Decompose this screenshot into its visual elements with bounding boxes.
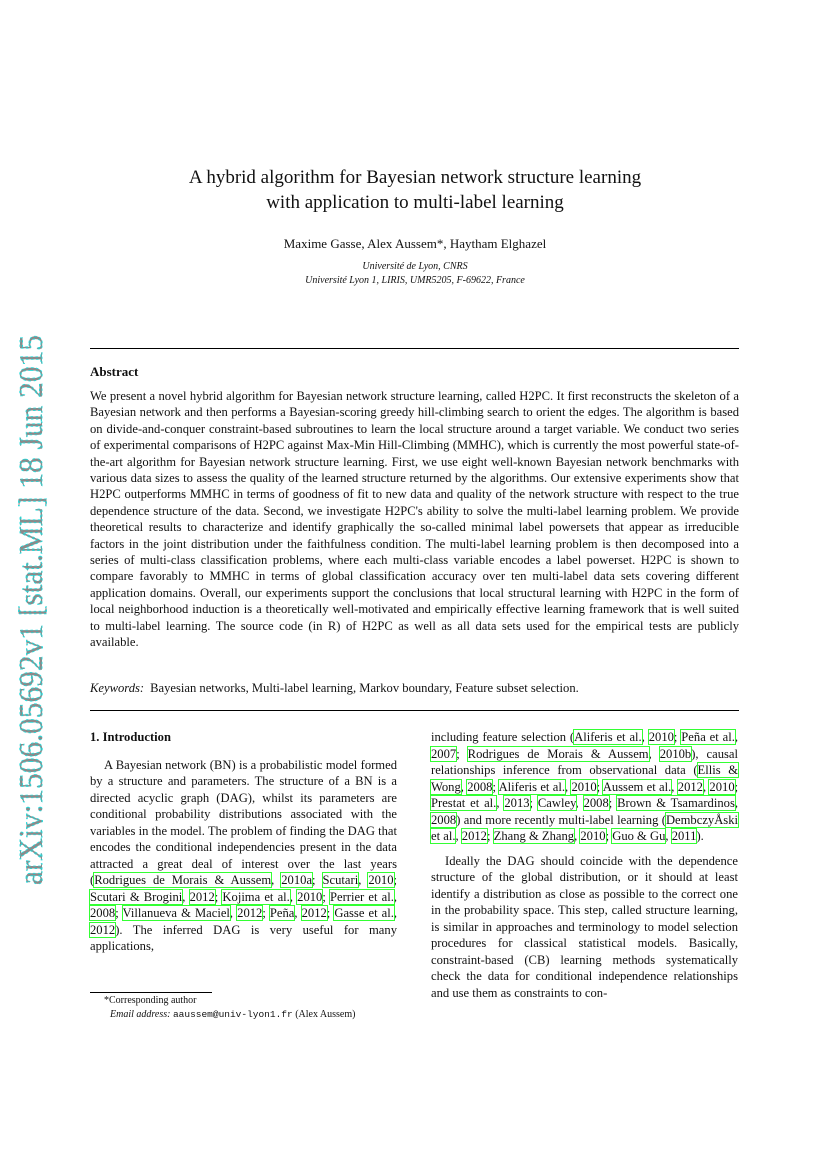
citation-link[interactable]: 2011: [671, 829, 697, 843]
citation-link[interactable]: 2010: [297, 889, 323, 904]
footnote: [90, 994, 400, 1022]
intro-paragraph-1: A Bayesian network (BN) is a probabilistic model formed by a structure and parameters. The structure of a BN is a directed acyclic graph (DAG), whilst its parameters are conditional probability distributions associated with the variables in the model. The problem of finding the DAG that encodes the conditional independencies present in the data attracted a great deal of interest over the last years (Rodrigues de Morais & Aussem, 2010a; Scutari, 2010; Scutari & Brogini, 2012; Kojima et al., 2010; Perrier et al., 2008; Villanueva & Maciel, 2012; Peña, 2012; Gasse et al., 2012). The inferred DAG is very useful for many applications,: [90, 757, 398, 953]
citation-link[interactable]: Rodrigues de Morais & Aussem: [94, 873, 272, 887]
citation-link[interactable]: 2008: [431, 812, 457, 827]
bottom-rule: [90, 710, 739, 711]
citation-link[interactable]: 2013: [504, 796, 530, 810]
citation-link[interactable]: 2010: [571, 779, 597, 794]
footnote-corresponding: *Corresponding author: [104, 995, 197, 1006]
citation-link[interactable]: 2012: [677, 779, 703, 794]
citation-link[interactable]: 2010: [580, 829, 606, 843]
citation-link[interactable]: Cawley: [537, 796, 576, 810]
left-column: [90, 729, 397, 955]
citation-link[interactable]: Ellis & Wong: [431, 763, 738, 794]
citation-link[interactable]: 2012: [189, 889, 215, 904]
keywords-label: Keywords:: [90, 681, 145, 695]
intro-paragraph-1-cont: including feature selection (Aliferis et al., 2010; Peña et al., 2007; Rodrigues de Morais & Aussem, 2010b), causal relationships inference from observational data (Ellis & Wong, 2008; Aliferis et al., 2010; Aussem et al., 2012, 2010; Prestat et al., 2013; Cawley, 2008; Brown & Tsamardinos, 2008) and more recently multi-label learning (DembczyÅski et al., 2012; Zhang & Zhang, 2010; Guo & Gu, 2011).: [431, 730, 739, 843]
citation-link[interactable]: 2012: [301, 906, 327, 920]
citation-link[interactable]: 2010a: [281, 873, 313, 887]
citation-link[interactable]: 2007: [431, 746, 457, 761]
affiliation-line-2: Université Lyon 1, LIRIS, UMR5205, F-69622, France: [305, 275, 525, 286]
email-name: (Alex Aussem): [295, 1009, 356, 1020]
title-line-2: with application to multi-label learning: [266, 192, 564, 213]
intro-paragraph-2: Ideally the DAG should coincide with the dependence structure of the global distribution, or it should at least identify a distribution as close as possible to the correct one in the probability space. This step, called structure learning, is similar in approaches and terminology to model selection procedures for classical statistical models. Basically, constraint-based (CB) learning methods systematically check the data for conditional independence relationships and use them as constraints to con-: [431, 853, 738, 1000]
top-rule: [90, 348, 739, 349]
citation-link[interactable]: Kojima et al.: [222, 889, 290, 904]
citation-link[interactable]: 2012: [237, 906, 263, 920]
citation-link[interactable]: Peña et al.: [681, 730, 735, 744]
citation-link[interactable]: Gasse et al.: [334, 906, 394, 920]
keywords-text: Bayesian networks, Multi-label learning, Markov boundary, Feature subset selection.: [150, 681, 579, 695]
citation-link[interactable]: Aliferis et al.: [498, 779, 565, 794]
abstract-heading: Abstract: [90, 364, 139, 379]
citation-link[interactable]: 2012: [90, 922, 116, 937]
citation-link[interactable]: 2010: [368, 873, 394, 887]
affiliation-line-1: Université de Lyon, CNRS: [362, 261, 468, 272]
authors: Maxime Gasse, Alex Aussem*, Haytham Elghazel: [283, 236, 547, 251]
citation-link[interactable]: Prestat et al.: [431, 796, 497, 810]
citation-link[interactable]: Perrier et al.: [329, 889, 394, 904]
section-heading: 1. Introduction: [90, 730, 171, 744]
citation-link[interactable]: 2010: [709, 779, 735, 794]
citation-link[interactable]: Aussem et al.: [602, 779, 672, 794]
arxiv-stamp: [2, 330, 50, 890]
citation-link[interactable]: Scutari: [322, 873, 359, 887]
footnote-rule: [90, 992, 212, 993]
right-column: [431, 729, 738, 1001]
citation-link[interactable]: 2012: [461, 829, 487, 843]
footnote-email: [90, 1008, 400, 1022]
citation-link[interactable]: DembczyÅski et al.: [431, 812, 738, 843]
email-label: Email address:: [110, 1009, 171, 1020]
citation-link[interactable]: Brown & Tsamardinos: [617, 796, 735, 810]
affiliation: [90, 260, 740, 288]
paper-title: [90, 165, 740, 215]
citation-link[interactable]: Villanueva & Maciel: [122, 906, 230, 920]
citation-link[interactable]: Rodrigues de Morais & Aussem: [467, 746, 649, 761]
citation-link[interactable]: 2010: [648, 730, 674, 744]
abstract-text: We present a novel hybrid algorithm for Bayesian network structure learning, called H2PC. It first reconstructs the skeleton of a Bayesian network and then performs a Bayesian-scoring greedy hill-climbing search to orient the edges. The algorithm is based on divide-and-conquer constraint-based subroutines to learn the local structure around a target variable. We conduct two series of experimental comparisons of H2PC against Max-Min Hill-Climbing (MMHC), which is currently the most powerful state-of-the-art algorithm for Bayesian network structure learning. First, we use eight well-known Bayesian network benchmarks with various data sizes to assess the quality of the learned structure returned by the algorithms. Our extensive experiments show that H2PC outperforms MMHC in terms of goodness of fit to new data and quality of the network structure with respect to the true dependence structure of the data. Second, we investigate H2PC's ability to solve the multi-label learning problem. We provide theoretical results to characterize and identify graphically the so-called minimal label powersets that appear as irreducible factors in the joint distribution under the faithfulness condition. The multi-label learning problem is then decomposed into a series of multi-class classification problems, where each multi-class variable encodes a label powerset. H2PC is shown to compare favorably to MMHC in terms of global classification accuracy over ten multi-label data sets covering different application domains. Overall, our experiments support the conclusions that local structural learning with H2PC in the form of local neighborhood induction is a theoretically well-motivated and empirically effective learning framework that is well suited to multi-label learning. The source code (in R) of H2PC as well as all data sets used for the empirical tests are publicly available.: [90, 389, 739, 650]
arxiv-stamp-text: arXiv:1506.05692v1 [stat.ML] 18 Jun 2015: [13, 330, 50, 885]
citation-link[interactable]: Scutari & Brogini: [90, 889, 183, 904]
citation-link[interactable]: 2008: [583, 796, 609, 810]
title-line-1: A hybrid algorithm for Bayesian network structure learning: [188, 167, 642, 188]
citation-link[interactable]: 2008: [467, 779, 493, 794]
keywords: [90, 681, 739, 696]
citation-link[interactable]: Peña: [269, 906, 295, 920]
citation-link[interactable]: 2010b: [659, 746, 692, 761]
email-address[interactable]: aaussem@univ-lyon1.fr: [172, 1009, 293, 1020]
citation-link[interactable]: Aliferis et al.: [574, 730, 642, 744]
citation-link[interactable]: Guo & Gu: [612, 829, 666, 843]
citation-link[interactable]: Zhang & Zhang: [493, 829, 575, 843]
arxiv-stamp-svg: [2, 330, 50, 890]
citation-link[interactable]: 2008: [90, 906, 116, 920]
